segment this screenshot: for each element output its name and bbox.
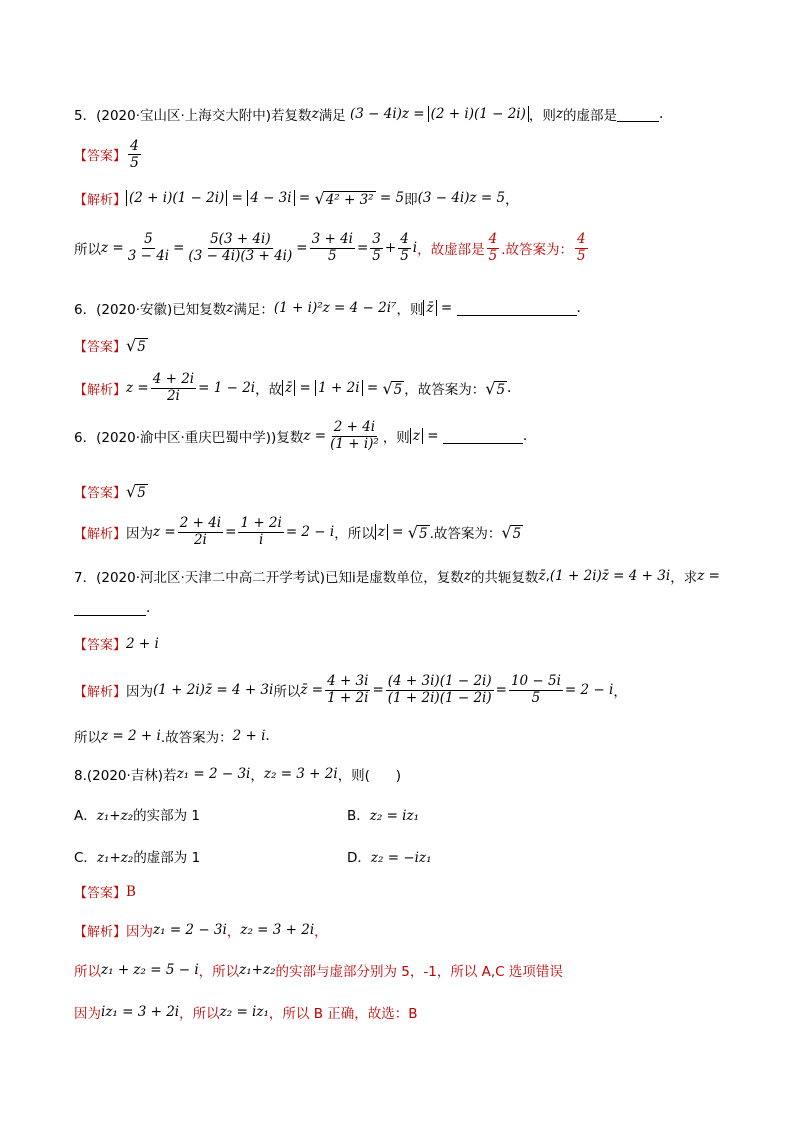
question-7-line1: 7．(2020·河北区·天津二中高二开学考试)已知i是虚数单位，复数 z 的共轭复数 z̄ , (1 + 2i)z̄ = 4 + 3i ，求 z = bbox=[74, 568, 720, 586]
question-8: 8.(2020·吉林)若 z₁ = 2 − 3i ， z₂ = 3 + 2i ，则( ) bbox=[74, 766, 401, 784]
answer-label: 【答案】 bbox=[74, 149, 127, 165]
answer-6a: 【答案】 √ 5 bbox=[74, 336, 146, 355]
question-6b: 6．(2020·渝中区·重庆巴蜀中学))复数 z = $\frac{2 + 4i}{\text{(1 + i)²}}$ ，则 z = . bbox=[74, 419, 528, 452]
analysis-8-line3: 因为 iz₁ = 3 + 2i ，所以 z₂ = iz₁ ，所以 B 正确，故选：B bbox=[74, 1004, 418, 1022]
analysis-6a: 【解析】 z = $\frac{4 + 2i}{2i}$ = 1 − 2i ，故 z̄ = 1 + 2i = √ 5 ，故答案为： √ 5 . bbox=[74, 371, 512, 404]
question-6a: 6．(2020·安徽)已知复数 z 满足： (1 + i)²z = 4 − 2i⁷ ，则 z̄ = . bbox=[74, 300, 581, 318]
option-b: B．z₂ = iz₁ bbox=[347, 808, 420, 824]
answer-7: 【答案】 2 + i bbox=[74, 635, 159, 653]
question-7-line2: . bbox=[74, 600, 150, 616]
analysis-7-line1: 【解析】 因为 (1 + 2i)z̄ = 4 + 3i 所以 z̄ = $\frac{4 + 3i}{1 + 2i}$ = $\frac{(4 + 3i)(1 - 2i)}{(1 + 2i)(1 - 2i)}$ = $\frac{10 - 5i}{5}$ = 2 − i ， bbox=[74, 673, 627, 706]
answer-5: 【答案】 $\frac{4}{5}$ bbox=[74, 138, 139, 172]
option-a: A．z₁+z₂的实部为 1 bbox=[74, 808, 201, 824]
answer-8: 【答案】 B bbox=[74, 883, 136, 901]
question-5: 5．(2020·宝山区·上海交大附中)若复数 z 满足 (3 − 4i)z = (2 + i)(1 − 2i) ，则 z 的虚部是 . bbox=[74, 106, 664, 124]
analysis-8-line1: 【解析】 因为 z₁ = 2 − 3i ， z₂ = 3 + 2i ， bbox=[74, 922, 328, 940]
answer-6b: 【答案】 √ 5 bbox=[74, 482, 146, 501]
option-c: C．z₁+z₂的虚部为 1 bbox=[74, 850, 201, 866]
analysis-6b: 【解析】 因为 z = $\frac{2 + 4i}{2i}$ = $\frac{1 + 2i}{i}$ = 2 − i ，所以 z = √ 5 .故答案为： √ 5 bbox=[74, 515, 522, 548]
analysis-7-line2: 所以 z = 2 + i .故答案为： 2 + i . bbox=[74, 728, 270, 746]
analysis-8-line2: 所以 z₁ + z₂ = 5 − i ，所以 z₁+z₂ 的实部与虚部分别为 5，-1，所以 A,C 选项错误 bbox=[74, 962, 563, 980]
analysis-5-line1: 【解析】 (2 + i)(1 − 2i) = 4 − 3i = √ 4² + 3² = 5 即 (3 − 4i)z = 5 ， bbox=[74, 188, 519, 208]
option-d: D．z₂ = −iz₁ bbox=[347, 850, 432, 866]
analysis-5-line2: 所以 z = $\frac{5}{3 - 4i}$ = $\frac{5(3 + 4i)}{(3 - 4i)(3 + 4i)}$ = $\frac{3 + 4i}{5}$ = $\frac{3}{5}$ + $\frac{4}{5}$ i ，故虚部是 $\frac{4}{5}$ .故答案为： $\frac{4}{5}$ bbox=[74, 231, 586, 264]
